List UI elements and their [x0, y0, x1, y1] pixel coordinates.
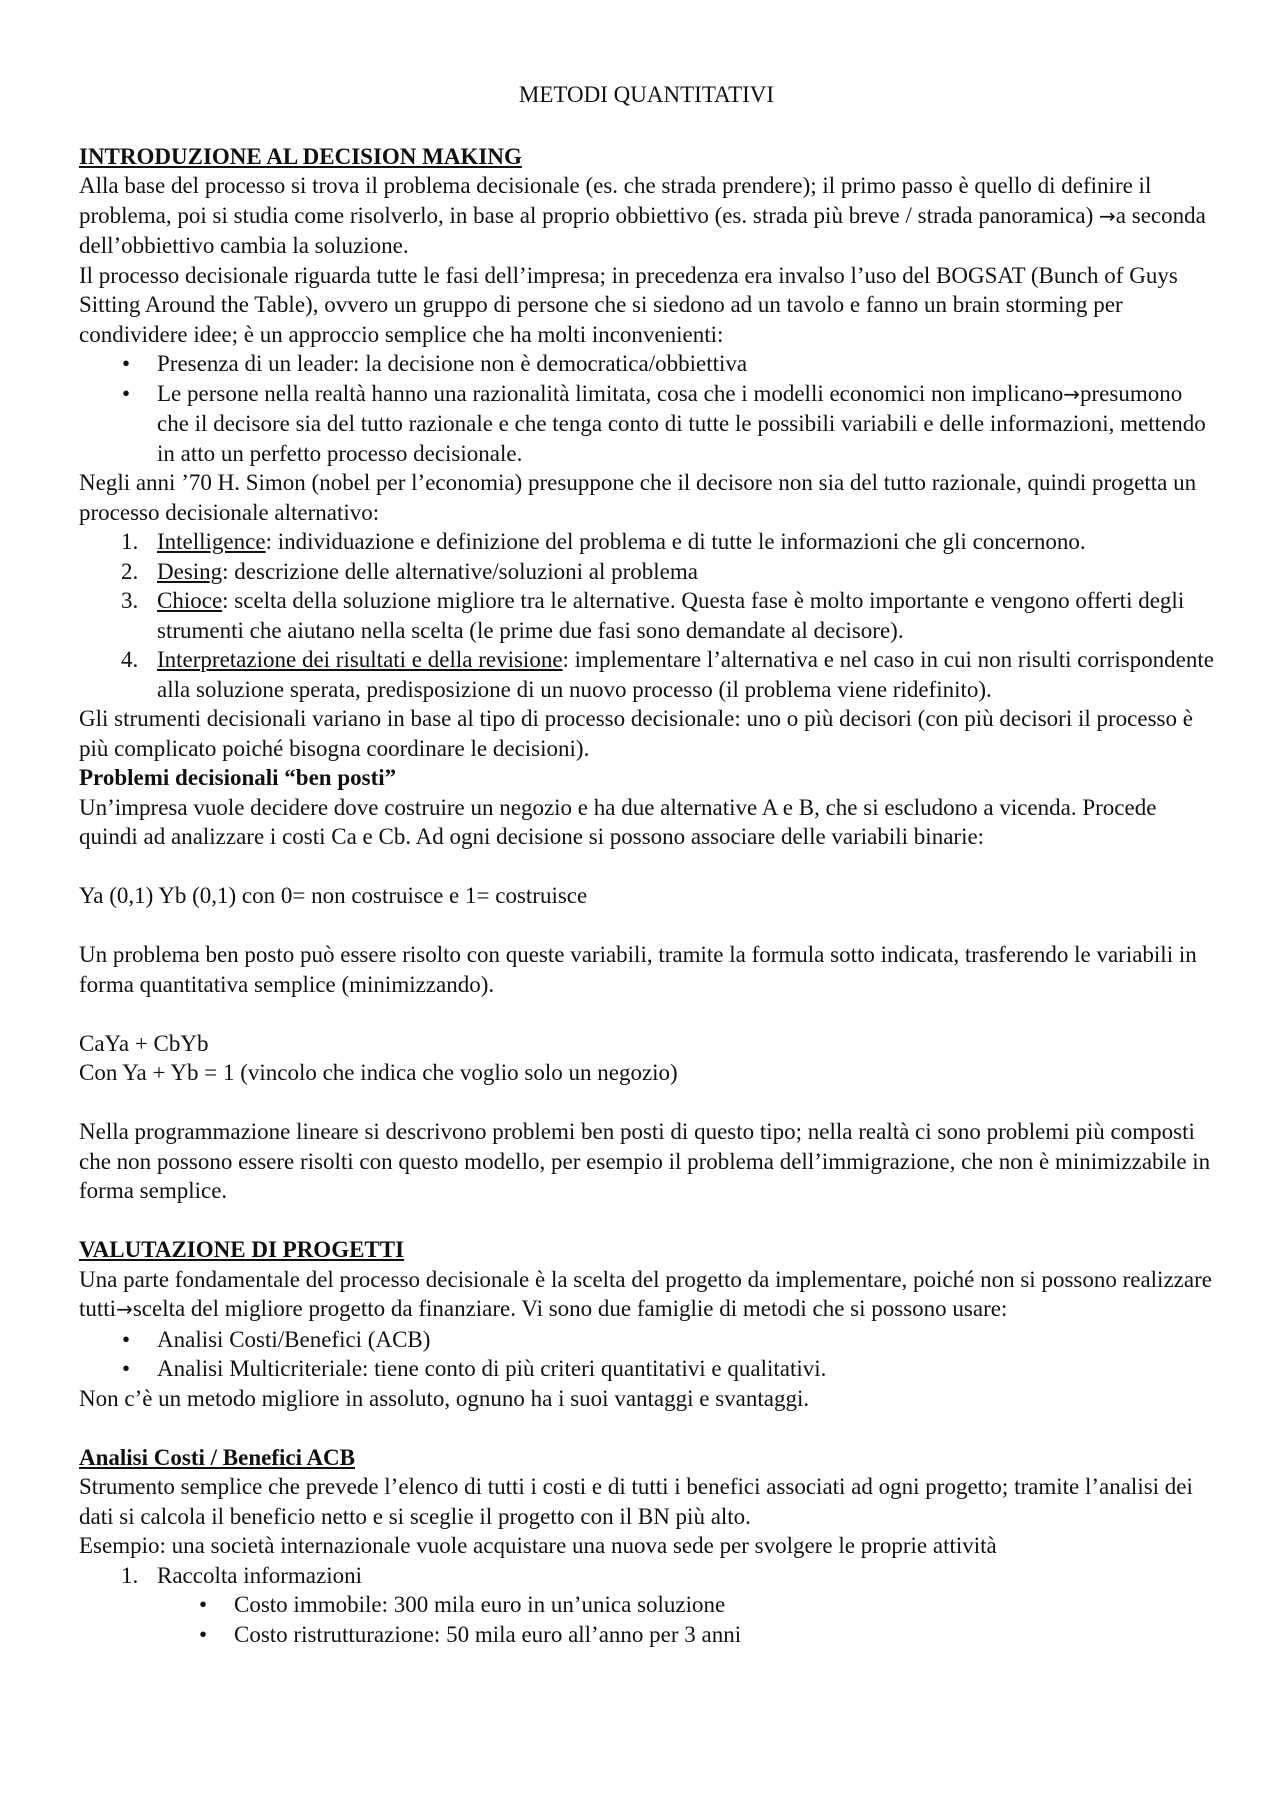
list-item [79, 1354, 1214, 1384]
list-item-text: Analisi Multicriteriale: tiene conto di più criteri quantitativi e qualitativi. [157, 1356, 827, 1381]
arrow-right-icon: → [116, 1297, 133, 1321]
list-item [79, 379, 1214, 469]
list-item-text: Costo ristrutturazione: 50 mila euro all’anno per 3 anni [234, 1621, 742, 1647]
progetti-paragraph [79, 1265, 1214, 1325]
progetti-text-a: Una parte fondamentale del processo decisionale è la scelta del progetto da implementare, poiché non si possono realizzare tutti [79, 1266, 1212, 1321]
example-steps-list [79, 1561, 1214, 1591]
constraint-line: Con Ya + Yb = 1 (vincolo che indica che voglio solo un negozio) [79, 1060, 678, 1085]
list-item [79, 1325, 1214, 1355]
list-item [79, 1620, 1214, 1650]
binary-variables-line: Ya (0,1) Yb (0,1) con 0= non costruisce e 1= costruisce [79, 883, 588, 908]
subsection-heading-ben-posti: Problemi decisionali “ben posti” [79, 765, 397, 790]
list-item [79, 645, 1214, 704]
simon-paragraph: Negli anni ’70 H. Simon (nobel per l’economia) presuppone che il decisore non sia del tutto razionale, quindi progetta un processo decisionale alternativo: [79, 470, 1197, 525]
step-text: : implementare l’alternativa e nel caso in cui non risulti corrispondente alla soluzione sperata, predisposizione di un nuovo processo (il problema viene ridefinito). [157, 647, 1214, 702]
no-best-method-paragraph: Non c’è un metodo migliore in assoluto, ognuno ha i suoi vantaggi e svantaggi. [79, 1385, 810, 1411]
step-term: Chioce [157, 588, 223, 613]
step-label: Raccolta informazioni [157, 1562, 363, 1588]
well-posed-paragraph: Un problema ben posto può essere risolto con queste variabili, tramite la formula sotto indicata, trasferendo le variabili in forma quantitativa semplice (minimizzando). [79, 942, 1197, 997]
intro-text-b: a seconda dell’obbiettivo cambia la soluzione. [79, 202, 1206, 258]
list-item [79, 1590, 1214, 1620]
objective-formula: CaYa + CbYb [79, 1030, 209, 1056]
intro-paragraph [79, 171, 1214, 261]
spacer [79, 911, 1214, 941]
list-item-text-continued: presumono che il decisore sia del tutto razionale e che tenga conto di tutte le possibili variabili e delle informazioni, mettendo in atto un perfetto processo decisionale. [157, 380, 1206, 466]
section-heading-acb: Analisi Costi / Benefici ACB [79, 1444, 356, 1470]
list-number: 3. [121, 588, 139, 613]
intro-text-a: Alla base del processo si trova il problema decisionale (es. che strada prendere); il primo passo è quello di definire il problema, poi si studia come risolverlo, in base al proprio obbiettivo (es. strada più breve / strada panoramica) [79, 173, 1152, 228]
example-paragraph: Esempio: una società internazionale vuole acquistare una nuova sede per svolgere le proprie attività [79, 1533, 997, 1558]
bogsat-paragraph: Il processo decisionale riguarda tutte le fasi dell’impresa; in precedenza era invalso l’uso del BOGSAT (Bunch of Guys Sitting Around the Table), ovvero un gruppo di persone che si siedono ad un tavolo e fanno un brain storming per condividere idee; è un approccio semplice che ha molti inconvenienti: [79, 262, 1178, 347]
spacer [79, 1413, 1214, 1443]
methods-list [79, 1325, 1214, 1384]
list-item [79, 1561, 1214, 1591]
list-item-text: Le persone nella realtà hanno una razionalità limitata, cosa che i modelli economici non implicano [157, 380, 1064, 406]
list-item-text: Presenza di un leader: la decisione non è democratica/obbiettiva [157, 351, 748, 376]
step-text: : scelta della soluzione migliore tra le alternative. Questa fase è molto importante e vengono offerti degli strumenti che aiutano nella scelta (le prime due fasi sono demandate al decisore). [157, 588, 1185, 643]
step-term: Intelligence [157, 529, 266, 554]
step-term: Interpretazione dei risultati e della revisione [157, 647, 563, 672]
list-item-text: Costo immobile: 300 mila euro in un’unica soluzione [234, 1592, 726, 1617]
spacer [79, 999, 1214, 1029]
list-item [79, 349, 1214, 379]
section-heading-decision-making: INTRODUZIONE AL DECISION MAKING [79, 143, 522, 169]
list-item [79, 557, 1214, 587]
document-title: METODI QUANTITATIVI [518, 82, 775, 107]
list-number: 2. [121, 558, 139, 584]
inconvenienti-list [79, 349, 1214, 468]
list-number: 1. [121, 529, 139, 554]
step-term: Desing [157, 558, 223, 584]
spacer [79, 1088, 1214, 1118]
arrow-right-icon: → [1099, 203, 1116, 228]
tools-paragraph: Gli strumenti decisionali variano in base al tipo di processo decisionale: uno o più decisori (con più decisori il processo è più complicato poiché bisogna coordinare le decisioni). [79, 706, 1193, 761]
costs-list [79, 1590, 1214, 1649]
acb-paragraph: Strumento semplice che prevede l’elenco di tutti i costi e di tutti i benefici associati ad ogni progetto; tramite l’analisi dei dati si calcola il beneficio netto e si sceglie il progetto con il BN più alto. [79, 1474, 1193, 1529]
document-content [79, 80, 1214, 1649]
linear-programming-paragraph: Nella programmazione lineare si descrivono problemi ben posti di questo tipo; nella realtà ci sono problemi più composti che non possono essere risolti con questo modello, per esempio il problema dell’immigrazione, che non è minimizzabile in forma semplice. [79, 1119, 1211, 1203]
list-item [79, 586, 1214, 645]
step-text: : descrizione delle alternative/soluzioni al problema [222, 558, 698, 584]
progetti-text-b: scelta del migliore progetto da finanziare. Vi sono due famiglie di metodi che si possono usare: [132, 1296, 1008, 1321]
list-item [79, 527, 1214, 557]
list-item-text: Analisi Costi/Benefici (ACB) [157, 1326, 431, 1352]
spacer [79, 852, 1214, 882]
negozio-paragraph: Un’impresa vuole decidere dove costruire un negozio e ha due alternative A e B, che si escludono a vicenda. Procede quindi ad analizzare i costi Ca e Cb. Ad ogni decisione si possono associare delle variabili binarie: [79, 794, 1157, 849]
list-number: 1. [121, 1562, 139, 1588]
list-number: 4. [121, 647, 139, 672]
decision-steps-list [79, 527, 1214, 704]
section-heading-valutazione-progetti: VALUTAZIONE DI PROGETTI [79, 1237, 405, 1262]
arrow-right-icon: → [1063, 381, 1081, 406]
spacer [79, 1206, 1214, 1236]
step-text: : individuazione e definizione del problema e di tutte le informazioni che gli concernono. [265, 529, 1086, 554]
